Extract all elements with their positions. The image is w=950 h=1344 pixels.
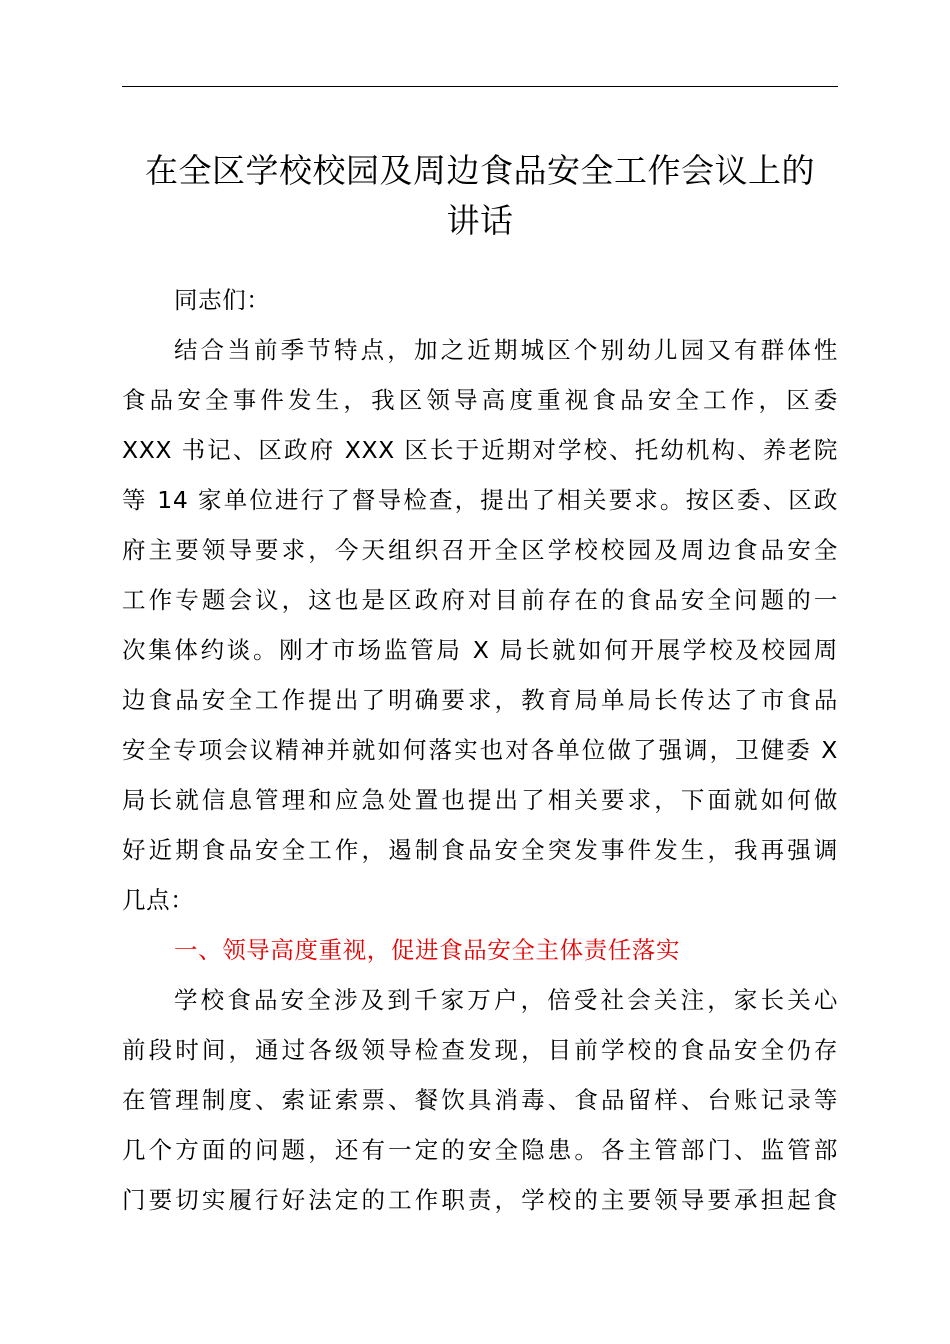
paragraph-line: 食品安全事件发生，我区领导高度重视食品安全工作，区委 [122,386,838,414]
paragraph-line: 局长就信息管理和应急处置也提出了相关要求，下面就如何做 [122,786,838,814]
document-title [122,146,838,246]
paragraph-line: 次集体约谈。刚才市场监管局 X 局长就如何开展学校及校园周 [122,636,838,664]
paragraph-line: 府主要领导要求，今天组织召开全区学校校园及周边食品安全 [122,536,838,564]
paragraph-line: 边食品安全工作提出了明确要求，教育局单局长传达了市食品 [122,686,838,714]
title-line: 在全区学校校园及周边食品安全工作会议上的 [145,151,815,190]
paragraph-line: 几点： [122,886,195,914]
salutation: 同志们： [174,286,271,314]
document-body [122,275,838,1225]
paragraph-line: 工作专题会议，这也是区政府对目前存在的食品安全问题的一 [122,586,838,614]
paragraph-line: 学校食品安全涉及到千家万户，倍受社会关注，家长关心 [174,986,838,1014]
paragraph-line: 好近期食品安全工作，遏制食品安全突发事件发生，我再强调 [122,836,838,864]
paragraph-line: 在管理制度、索证索票、餐饮具消毒、食品留样、台账记录等 [122,1086,838,1114]
paragraph-line: 等 14 家单位进行了督导检查，提出了相关要求。按区委、区政 [122,486,838,514]
header-rule [122,86,838,87]
paragraph-line: XXX 书记、区政府 XXX 区长于近期对学校、托幼机构、养老院 [122,436,838,464]
paragraph-line: 几个方面的问题，还有一定的安全隐患。各主管部门、监管部 [122,1136,838,1164]
paragraph-line: 前段时间，通过各级领导检查发现，目前学校的食品安全仍存 [122,1036,838,1064]
section-heading: 一、领导高度重视，促进食品安全主体责任落实 [174,936,681,964]
paragraph-line: 结合当前季节特点，加之近期城区个别幼儿园又有群体性 [174,336,838,364]
paragraph-line: 门要切实履行好法定的工作职责，学校的主要领导要承担起食 [122,1186,838,1214]
paragraph-line: 安全专项会议精神并就如何落实也对各单位做了强调，卫健委 X [122,736,838,764]
title-line: 讲话 [446,201,514,240]
